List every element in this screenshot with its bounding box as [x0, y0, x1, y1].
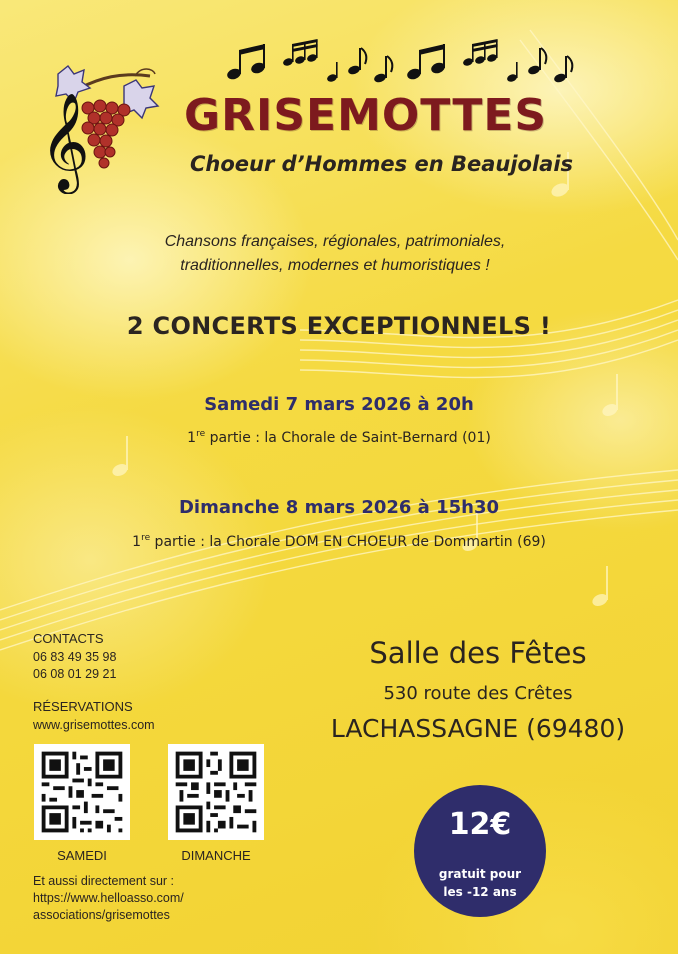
price-note-line-2: les -12 ans	[443, 885, 517, 899]
grapes-clef-logo	[40, 58, 168, 194]
phone-number[interactable]: 06 83 49 35 98	[33, 650, 117, 664]
venue-name: Salle des Fêtes	[369, 636, 587, 670]
qr-pattern	[168, 744, 264, 840]
contacts-title: CONTACTS	[33, 631, 104, 646]
concert-2-date: Dimanche 8 mars 2026 à 15h30	[178, 497, 500, 518]
concert-1-ordinal: 1	[187, 430, 197, 446]
tagline-line-2: traditionnelles, modernes et humoristiques !	[180, 257, 490, 274]
svg-text:𝄞: 𝄞	[40, 92, 90, 190]
qr-label-samedi: SAMEDI	[57, 848, 107, 863]
price-amount: 12€	[448, 807, 512, 842]
music-notes-decoration	[222, 32, 582, 88]
concert-2-first-part	[0, 534, 678, 550]
price-badge	[414, 785, 546, 917]
reservations-title: RÉSERVATIONS	[33, 699, 133, 714]
qr-pattern	[34, 744, 130, 840]
concert-2-ordinal-suffix: re	[141, 533, 151, 543]
concert-1-ordinal-suffix: re	[196, 429, 206, 439]
concert-1-first-part-text: partie : la Chorale de Saint-Bernard (01)	[205, 430, 491, 446]
choir-title: GRISEMOTTES	[184, 90, 548, 141]
venue-city: LACHASSAGNE (69480)	[330, 714, 626, 743]
concerts-headline: 2 CONCERTS EXCEPTIONNELS !	[126, 312, 552, 340]
venue-address: 530 route des Crêtes	[383, 683, 573, 704]
tagline-line-1: Chansons françaises, régionales, patrimoniales,	[164, 233, 506, 250]
price-note	[428, 865, 532, 901]
concert-1-first-part	[0, 430, 678, 446]
qr-code-dimanche[interactable]	[168, 744, 264, 840]
helloasso-link[interactable]: https://www.helloasso.com/	[33, 891, 184, 905]
website-link[interactable]: www.grisemottes.com	[33, 718, 155, 732]
concert-2-ordinal: 1	[132, 534, 142, 550]
phone-number[interactable]: 06 08 01 29 21	[33, 667, 117, 681]
concert-1-date: Samedi 7 mars 2026 à 20h	[204, 394, 474, 415]
qr-code-samedi[interactable]	[34, 744, 130, 840]
helloasso-link-path[interactable]: associations/grisemottes	[33, 908, 170, 922]
price-note-line-1: gratuit pour	[438, 867, 522, 881]
qr-label-dimanche: DIMANCHE	[181, 848, 251, 863]
choir-subtitle: Choeur d’Hommes en Beaujolais	[190, 152, 574, 176]
repertoire-tagline	[110, 230, 560, 278]
concert-2-first-part-text: partie : la Chorale DOM EN CHOEUR de Dommartin (69)	[150, 534, 546, 550]
also-text: Et aussi directement sur :	[33, 874, 175, 888]
